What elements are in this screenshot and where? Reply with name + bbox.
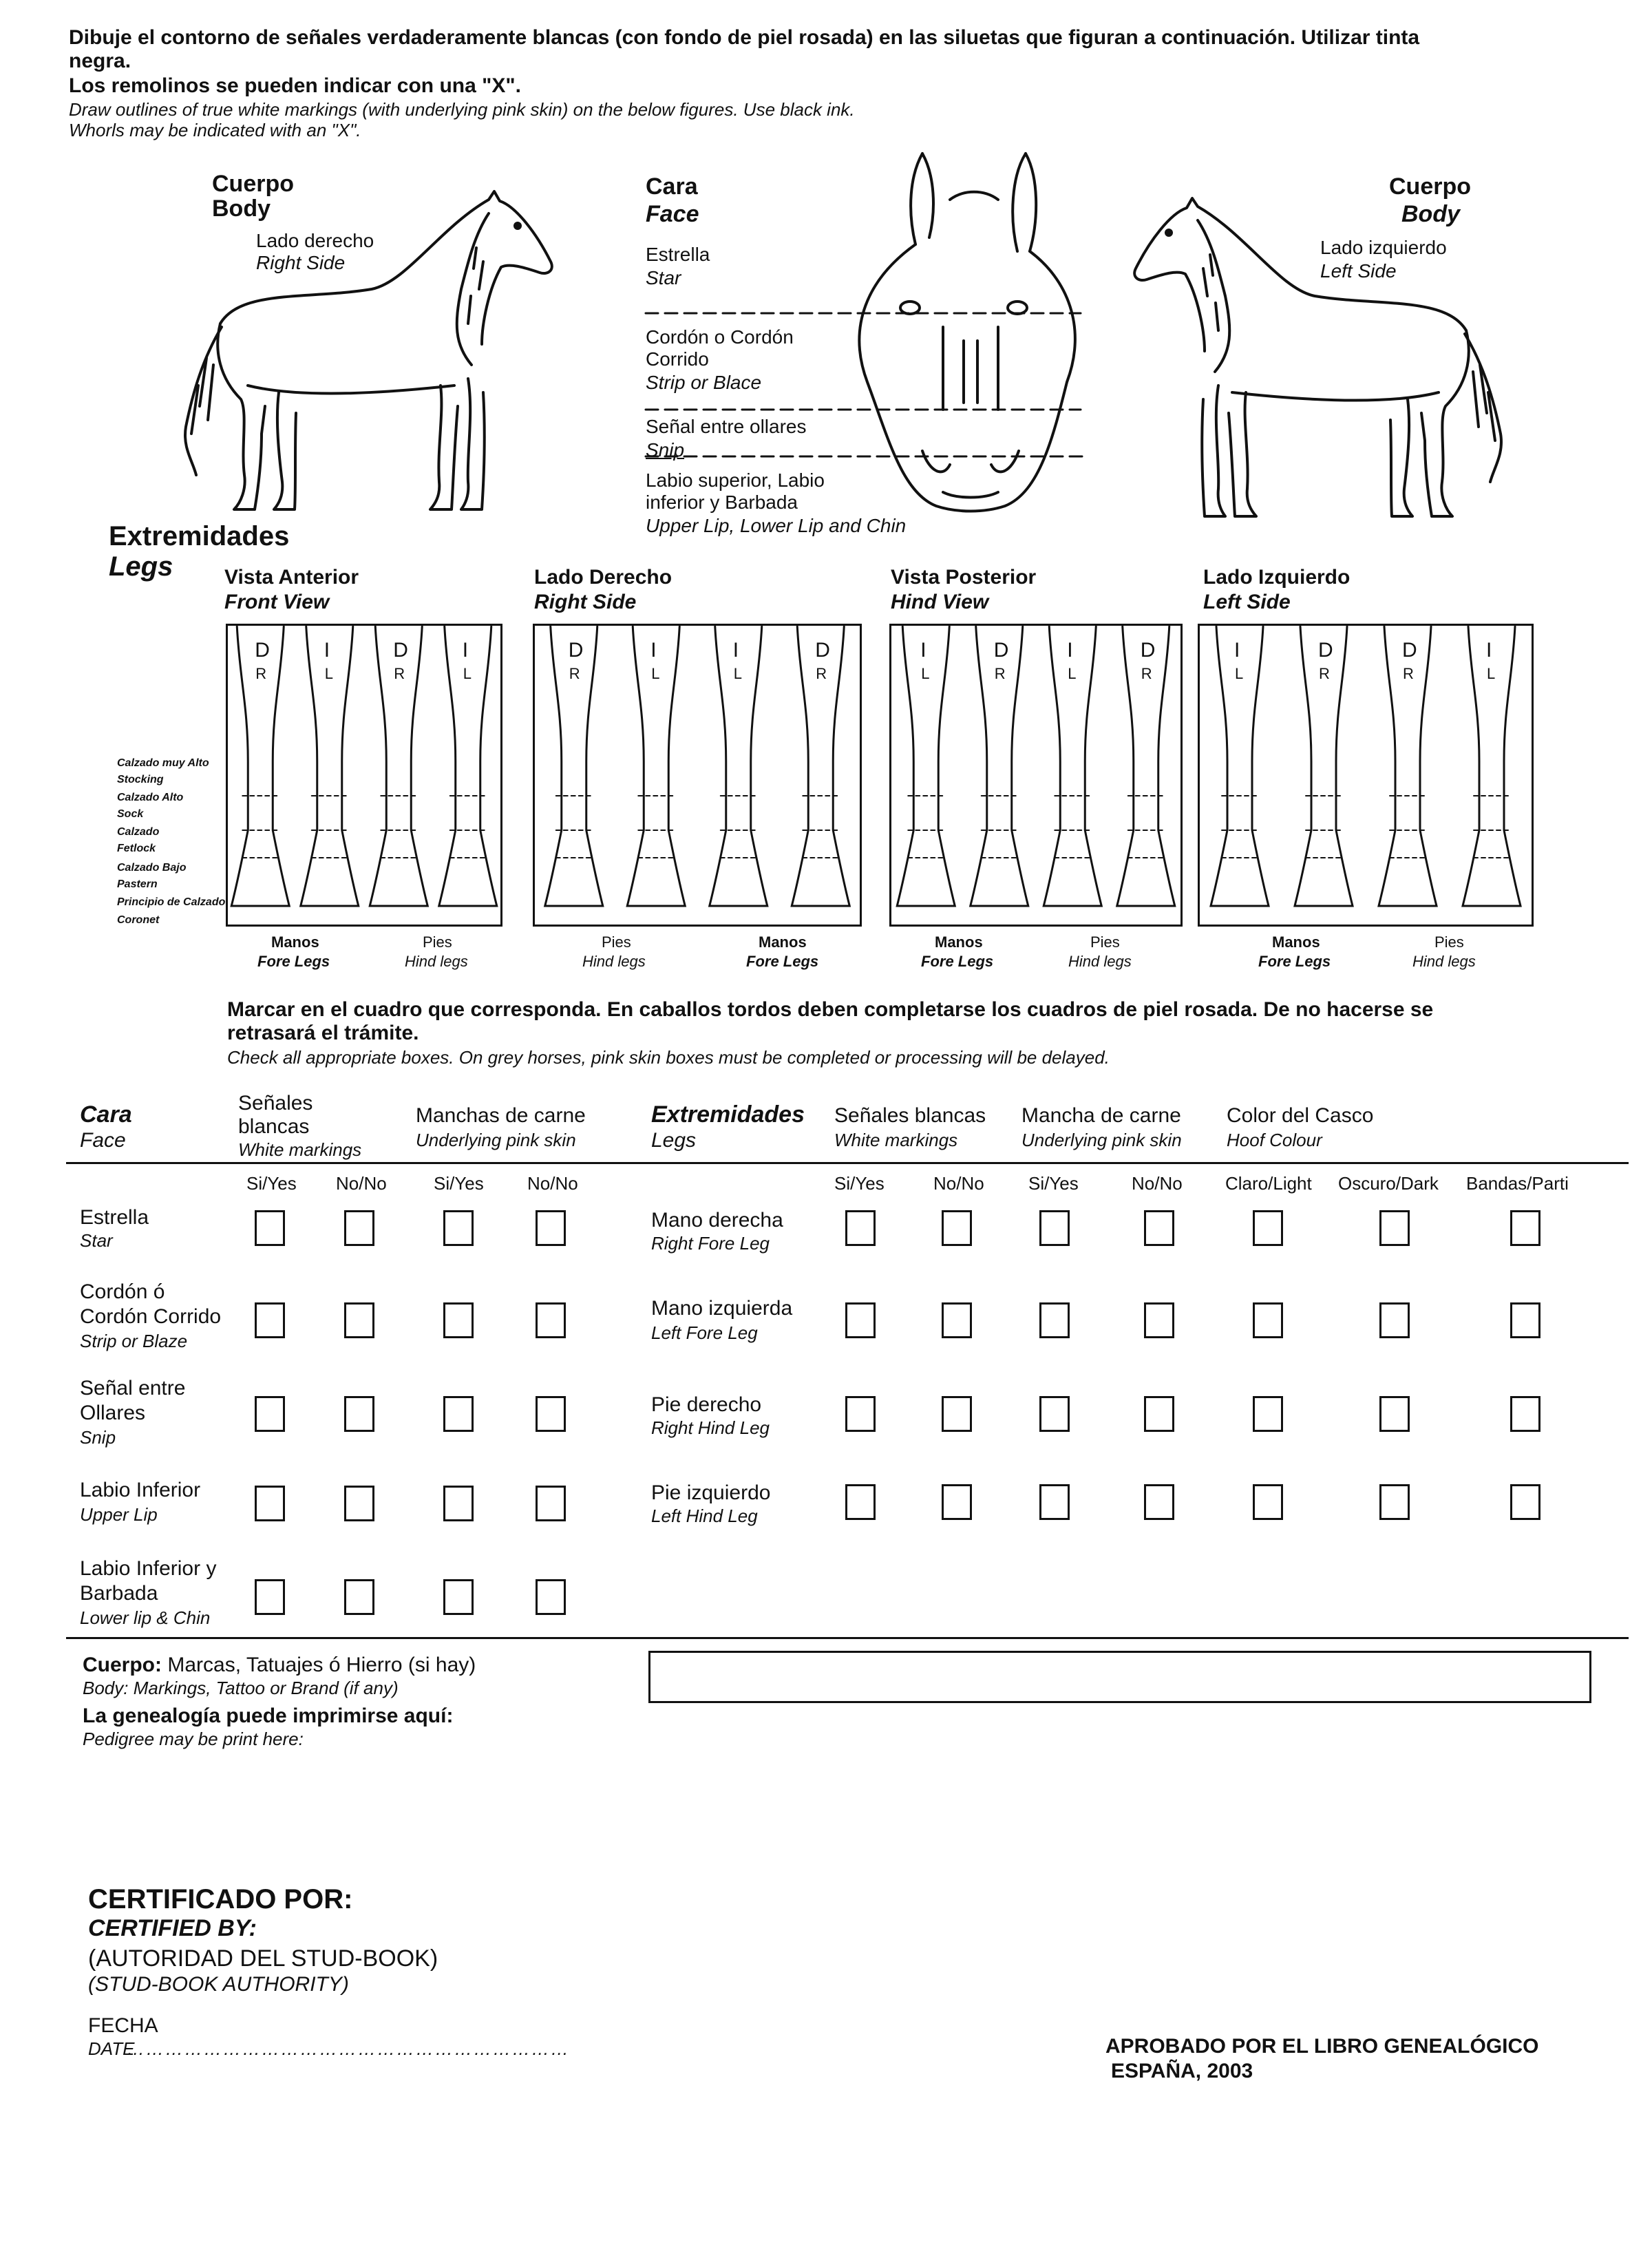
legs-row-3-en: Right Hind Leg [651,1417,770,1438]
leg-letter-bottom: L [1068,665,1077,682]
rf-pink-yes-checkbox[interactable] [1039,1210,1070,1246]
leg-letter-bottom: L [324,665,333,682]
scale-5-es: Principio de Calzado [117,896,226,908]
face-strip-es-1: Cordón o Cordón [646,326,794,348]
table-header-rule [66,1162,1629,1164]
panel-4-title-en: Left Side [1203,591,1291,613]
legs-sub-no-2: No/No [1132,1173,1183,1194]
leg-letter-bottom: R [994,665,1006,682]
face-strip-es-2: Corrido [646,348,709,370]
face-row-4-es: Labio Inferior [80,1479,201,1501]
legs-row-3-es: Pie derecho [651,1393,762,1416]
leg-letter-bottom: R [569,665,580,682]
panel-4-cap-right-es: Pies [1434,933,1464,951]
hoof-sub-light: Claro/Light [1225,1173,1312,1194]
face-sub-no-1: No/No [336,1173,387,1194]
scale-1-es: Calzado muy Alto [117,757,209,769]
lh-pink-no-checkbox[interactable] [1144,1484,1174,1520]
scale-2-es: Calzado Alto [117,792,184,803]
leg-letter-top: I [1067,639,1073,662]
face-strip-white-yes-checkbox[interactable] [255,1302,285,1338]
leg-letter-top: D [393,639,408,662]
face-col-pink-es: Manchas de carne [416,1104,586,1127]
face-star-white-yes-checkbox[interactable] [255,1210,285,1246]
panel-2-title-en: Right Side [534,591,637,613]
face-title-en: Face [646,201,699,227]
panel-2-cap-left-en: Hind legs [582,953,646,970]
lf-white-no-checkbox[interactable] [942,1302,972,1338]
rf-hoof-light-checkbox[interactable] [1253,1210,1283,1246]
rf-pink-no-checkbox[interactable] [1144,1210,1174,1246]
date-label-en: DATE [88,2038,135,2059]
legs-title-en: Legs [109,551,173,582]
face-star-es: Estrella [646,244,710,265]
leg-letter-bottom: R [394,665,405,682]
face-row-1-es: Estrella [80,1206,149,1229]
leg-letter-top: I [1234,639,1240,662]
instruction-es-2: Los remolinos se pueden indicar con una "X". [69,74,521,97]
lh-white-yes-checkbox[interactable] [845,1484,876,1520]
panel-2-title-es: Lado Derecho [534,566,673,589]
panel-1-cap-left-en: Fore Legs [257,953,330,970]
face-lip-es-1: Labio superior, Labio [646,469,825,491]
body-left-side-es: Lado izquierdo [1320,237,1447,258]
instruction-es-1: Dibuje el contorno de señales verdaderamente blancas (con fondo de piel rosada) en las siluetas que figuran a continuación. Utilizar tinta [69,26,1420,49]
body-markings-input[interactable] [648,1651,1591,1703]
leg-letter-bottom: R [255,665,267,682]
face-star-en: Star [646,267,681,288]
pedigree-label-es: La genealogía puede imprimirse aquí: [83,1704,454,1727]
face-snip-white-yes-checkbox[interactable] [255,1396,285,1432]
face-row-1-en: Star [80,1230,113,1251]
body-right-side-en: Right Side [256,252,346,273]
check-instr-es-1: Marcar en el cuadro que corresponda. En caballos tordos deben completarse los cuadros de piel rosada. De no hacerse se [227,998,1434,1021]
authority-en: (STUD-BOOK AUTHORITY) [88,1973,349,1996]
face-table-title-es: Cara [80,1101,132,1128]
body-right-title-es: Cuerpo [212,171,294,197]
legs-table-title-es: Extremidades [651,1101,805,1128]
panel-2-cap-right-es: Manos [759,933,807,951]
rh-pink-no-checkbox[interactable] [1144,1396,1174,1432]
leg-letter-top: I [1486,639,1492,662]
leg-letter-bottom: L [1487,665,1496,682]
face-row-5-es: Labio Inferior y [80,1557,217,1580]
face-title-es: Cara [646,173,698,200]
face-row-5-en: Lower lip & Chin [80,1607,211,1628]
legs-row-2-en: Left Fore Leg [651,1322,758,1343]
rh-pink-yes-checkbox[interactable] [1039,1396,1070,1432]
lh-hoof-bands-checkbox[interactable] [1510,1484,1540,1520]
leg-letter-top: I [324,639,330,662]
scale-4-en: Pastern [117,878,158,890]
lh-hoof-dark-checkbox[interactable] [1379,1484,1410,1520]
lh-pink-yes-checkbox[interactable] [1039,1484,1070,1520]
panel-3-cap-right-es: Pies [1090,933,1120,951]
face-row-2-en: Strip or Blaze [80,1331,188,1351]
panel-3-cap-right-en: Hind legs [1068,953,1132,970]
face-col-white-es-2: blancas [238,1115,310,1138]
scale-3-en: Fetlock [117,843,156,854]
legs-row-4-en: Left Hind Leg [651,1506,758,1526]
face-lowerlip-white-no-checkbox[interactable] [344,1579,374,1615]
panel-1-cap-right-en: Hind legs [405,953,468,970]
leg-letter-bottom: R [1141,665,1152,682]
face-snip-pink-no-checkbox[interactable] [536,1396,566,1432]
leg-letter-bottom: L [463,665,472,682]
leg-letter-bottom: L [733,665,742,682]
rh-hoof-dark-checkbox[interactable] [1379,1396,1410,1432]
face-strip-en: Strip or Blace [646,372,762,393]
legs-row-4-es: Pie izquierdo [651,1481,771,1504]
face-upperlip-pink-no-checkbox[interactable] [536,1486,566,1521]
legs-sub-yes-2: Si/Yes [1028,1173,1079,1194]
date-dotted-line[interactable]: …………………………………………………………… [127,2038,570,2059]
panel-4-cap-left-es: Manos [1272,933,1320,951]
legs-col-hoof-en: Hoof Colour [1227,1130,1322,1150]
date-label-es: FECHA [88,2014,158,2037]
face-strip-pink-yes-checkbox[interactable] [443,1302,474,1338]
panel-1-cap-left-es: Manos [271,933,319,951]
face-sub-yes-1: Si/Yes [246,1173,297,1194]
legs-title-es: Extremidades [109,521,290,551]
face-col-white-en: White markings [238,1139,362,1160]
instruction-es-1b: negra. [69,50,131,72]
body-left-side-en: Left Side [1320,260,1397,282]
scale-1-en: Stocking [117,774,164,785]
rf-white-yes-checkbox[interactable] [845,1210,876,1246]
face-row-3-es2: Ollares [80,1402,146,1424]
lf-white-yes-checkbox[interactable] [845,1302,876,1338]
panel-3-title-en: Hind View [891,591,989,613]
face-star-white-no-checkbox[interactable] [344,1210,374,1246]
rh-white-yes-checkbox[interactable] [845,1396,876,1432]
legs-sub-no-1: No/No [933,1173,984,1194]
leg-letter-top: D [993,639,1009,662]
face-star-pink-no-checkbox[interactable] [536,1210,566,1246]
leg-letter-top: I [920,639,926,662]
body-markings-label-en-text: Markings, Tattoo or Brand (if any) [133,1678,399,1698]
certified-title-en: CERTIFIED BY: [88,1915,257,1941]
face-lowerlip-white-yes-checkbox[interactable] [255,1579,285,1615]
leg-letter-top: D [568,639,584,662]
scale-3-es: Calzado [117,826,160,838]
scale-4-es: Calzado Bajo [117,862,187,874]
face-col-pink-en: Underlying pink skin [416,1130,576,1150]
approved-by: APROBADO POR EL LIBRO GENEALÓGICO [1105,2035,1539,2058]
rh-hoof-bands-checkbox[interactable] [1510,1396,1540,1432]
leg-letter-top: I [650,639,657,662]
face-snip-en: Snip [646,439,685,461]
legs-row-2-es: Mano izquierda [651,1297,793,1320]
instruction-en-1: Draw outlines of true white markings (with underlying pink skin) on the below figures. Use black ink. [69,99,855,120]
body-markings-label-es-text: Marcas, Tatuajes ó Hierro (si hay) [167,1654,476,1676]
rf-white-no-checkbox[interactable] [942,1210,972,1246]
hoof-sub-dark: Oscuro/Dark [1338,1173,1439,1194]
check-instr-es-2: retrasará el trámite. [227,1022,419,1044]
leg-letter-top: D [255,639,270,662]
leg-letter-top: D [1402,639,1417,662]
pedigree-label-en: Pedigree may be print here: [83,1729,304,1749]
face-star-pink-yes-checkbox[interactable] [443,1210,474,1246]
rf-hoof-dark-checkbox[interactable] [1379,1210,1410,1246]
panel-4-cap-right-en: Hind legs [1412,953,1476,970]
leg-letter-top: I [462,639,469,662]
rh-hoof-light-checkbox[interactable] [1253,1396,1283,1432]
lh-white-no-checkbox[interactable] [942,1484,972,1520]
panel-4-title-es: Lado Izquierdo [1203,566,1351,589]
scale-2-en: Sock [117,808,144,820]
face-lowerlip-pink-no-checkbox[interactable] [536,1579,566,1615]
panel-3-title-es: Vista Posterior [891,566,1037,589]
face-row-2-es2: Cordón Corrido [80,1305,222,1328]
legs-col-white-en: White markings [834,1130,958,1150]
rh-white-no-checkbox[interactable] [942,1396,972,1432]
face-snip-es: Señal entre ollares [646,416,807,437]
lf-hoof-dark-checkbox[interactable] [1379,1302,1410,1338]
body-markings-label-es-bold: Cuerpo: [83,1654,162,1676]
face-strip-pink-no-checkbox[interactable] [536,1302,566,1338]
legs-sub-yes-1: Si/Yes [834,1173,885,1194]
panel-2-cap-right-en: Fore Legs [746,953,819,970]
body-right-title-en: Body [212,196,271,222]
check-instr-en: Check all appropriate boxes. On grey horses, pink skin boxes must be completed or processing will be delayed. [227,1047,1110,1068]
leg-letter-top: D [1318,639,1333,662]
face-strip-white-no-checkbox[interactable] [344,1302,374,1338]
leg-letter-top: D [815,639,830,662]
face-snip-white-no-checkbox[interactable] [344,1396,374,1432]
panel-1-title-en: Front View [224,591,330,613]
lf-hoof-bands-checkbox[interactable] [1510,1302,1540,1338]
certified-title-es: CERTIFICADO POR: [88,1884,353,1914]
panel-1-title-es: Vista Anterior [224,566,359,589]
face-sub-yes-2: Si/Yes [434,1173,484,1194]
face-row-5-es2: Barbada [80,1582,158,1605]
face-row-4-en: Upper Lip [80,1504,158,1525]
face-lowerlip-pink-yes-checkbox[interactable] [443,1579,474,1615]
authority-es: (AUTORIDAD DEL STUD-BOOK) [88,1945,438,1972]
leg-letter-bottom: R [816,665,827,682]
body-markings-label-en-bold: Body: [83,1678,129,1698]
rf-hoof-bands-checkbox[interactable] [1510,1210,1540,1246]
leg-letter-top: D [1140,639,1156,662]
leg-letter-bottom: L [921,665,930,682]
lf-pink-yes-checkbox[interactable] [1039,1302,1070,1338]
scale-5-en: Coronet [117,914,160,926]
table-bottom-rule [66,1637,1629,1639]
legs-col-pink-en: Underlying pink skin [1021,1130,1182,1150]
legs-col-pink-es: Mancha de carne [1021,1104,1181,1127]
face-row-3-es: Señal entre [80,1377,186,1400]
leg-letter-top: I [732,639,739,662]
face-row-2-es: Cordón ó [80,1280,165,1303]
face-upperlip-pink-yes-checkbox[interactable] [443,1486,474,1521]
leg-letter-bottom: L [651,665,660,682]
country-year: ESPAÑA, 2003 [1111,2060,1253,2082]
leg-drawings [0,0,1652,964]
panel-1-cap-right-es: Pies [423,933,452,951]
face-snip-pink-yes-checkbox[interactable] [443,1396,474,1432]
leg-letter-bottom: R [1403,665,1414,682]
lf-hoof-light-checkbox[interactable] [1253,1302,1283,1338]
face-lip-en: Upper Lip, Lower Lip and Chin [646,515,907,536]
face-sub-no-2: No/No [527,1173,578,1194]
face-row-3-en: Snip [80,1427,116,1448]
legs-col-hoof-es: Color del Casco [1227,1104,1374,1127]
body-right-side-es: Lado derecho [256,230,374,251]
panel-2-cap-left-es: Pies [602,933,631,951]
body-left-title-es: Cuerpo [1389,173,1471,200]
body-markings-label-es [83,1654,476,1678]
face-table-title-en: Face [80,1129,126,1152]
panel-3-cap-left-es: Manos [935,933,983,951]
panel-3-cap-left-en: Fore Legs [921,953,994,970]
legs-col-white-es: Señales blancas [834,1104,986,1127]
instruction-en-2: Whorls may be indicated with an "X". [69,120,361,140]
face-lip-es-2: inferior y Barbada [646,492,798,513]
face-upperlip-white-yes-checkbox[interactable] [255,1486,285,1521]
face-upperlip-white-no-checkbox[interactable] [344,1486,374,1521]
legs-table-title-en: Legs [651,1129,697,1152]
leg-letter-bottom: R [1319,665,1330,682]
legs-row-1-es: Mano derecha [651,1209,783,1232]
leg-letter-bottom: L [1235,665,1244,682]
lf-pink-no-checkbox[interactable] [1144,1302,1174,1338]
body-left-title-en: Body [1401,201,1460,227]
legs-row-1-en: Right Fore Leg [651,1233,770,1254]
body-markings-label-en [83,1678,399,1699]
face-col-white-es-1: Señales [238,1092,313,1115]
panel-4-cap-left-en: Fore Legs [1258,953,1331,970]
lh-hoof-light-checkbox[interactable] [1253,1484,1283,1520]
hoof-sub-bands: Bandas/Parti [1466,1173,1569,1194]
